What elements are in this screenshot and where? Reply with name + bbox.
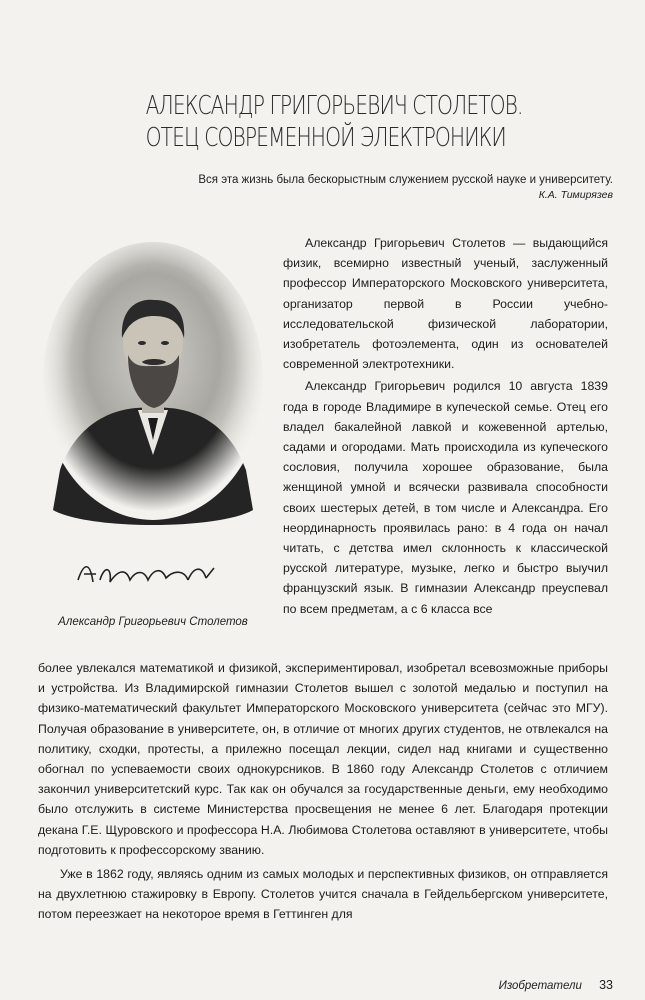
epigraph xyxy=(93,173,613,203)
column-text xyxy=(283,233,608,619)
article-title xyxy=(145,90,523,154)
page-footer xyxy=(499,978,613,992)
epigraph-quote: Вся эта жизнь была бескорыстным служением русской науке и университету. xyxy=(198,174,613,186)
page-number: 33 xyxy=(599,978,613,992)
epigraph-author: К.А. Тимирязев xyxy=(538,189,613,201)
title-line-2: ОТЕЦ СОВРЕМЕННОЙ ЭЛЕКТРОНИКИ xyxy=(145,123,506,153)
portrait-caption: Александр Григорьевич Столетов xyxy=(58,616,248,628)
paragraph: Александр Григорьевич Столетов — выдающийся физик, всемирно известный ученый, заслуженный профессор Императорского Московского университета, организатор первой в России учебно-исследовательской физической лаборатории, изобретатель фотоэлемента, один из основателей современной электротехники. xyxy=(283,236,608,372)
paragraph: Александр Григорьевич родился 10 августа 1839 года в городе Владимире в купеческой семье. Отец его владел бакалейной лавкой и кожевенной артелью, садами и огородами. Мать происходила из купеческого сословия, получила хорошее образование, была женщиной умной и всячески развивала способности своих шестерых детей, в том числе и Александра. Его неординарность проявилась рано: в 4 года он начал читать, с детства имел склонность к классической русской литературе, музыке, легко и быстро выучил французский язык. В гимназии Александр преуспевал по всем предметам, а с 6 класса все xyxy=(283,379,608,616)
title-line-1: АЛЕКСАНДР ГРИГОРЬЕВИЧ СТОЛЕТОВ. xyxy=(145,91,523,121)
footer-section: Изобретатели xyxy=(498,980,582,992)
portrait-photo xyxy=(38,240,268,610)
signature-mark xyxy=(78,567,214,582)
paragraph: более увлекался математикой и физикой, экспериментировал, изобретал всевозможные приборы и устройства. Из Владимирской гимназии Столетов вышел с золотой медалью и поступил на физико-математический факультет Императорского Московского университета (сейчас это МГУ). Получая образование в университете, он, в отличие от многих других студентов, не отвлекался на политику, сходки, протесты, а прилежно посещал лекции, сидел над книгами и существенно обогнал по успеваемости своих однокурсников. В 1860 году Александр Столетов с отличием закончил университетский курс. Так как он обучался за государственные деньги, ему необходимо было отслужить в системе Министерства просвещения не менее 6 лет. Благодаря протекции декана Г.Е. Щуровского и профессора Н.А. Любимова Столетова оставляют в университете, чтобы подготовить к профессорскому званию. xyxy=(38,661,608,857)
full-width-text xyxy=(38,658,608,925)
paragraph: Уже в 1862 году, являясь одним из самых молодых и перспективных физиков, он отправляется на двухлетнюю стажировку в Европу. Столетов учится сначала в Гейдельбергском университете, потом переезжает на некоторое время в Геттинген для xyxy=(38,867,608,922)
portrait-illustration xyxy=(38,240,268,610)
